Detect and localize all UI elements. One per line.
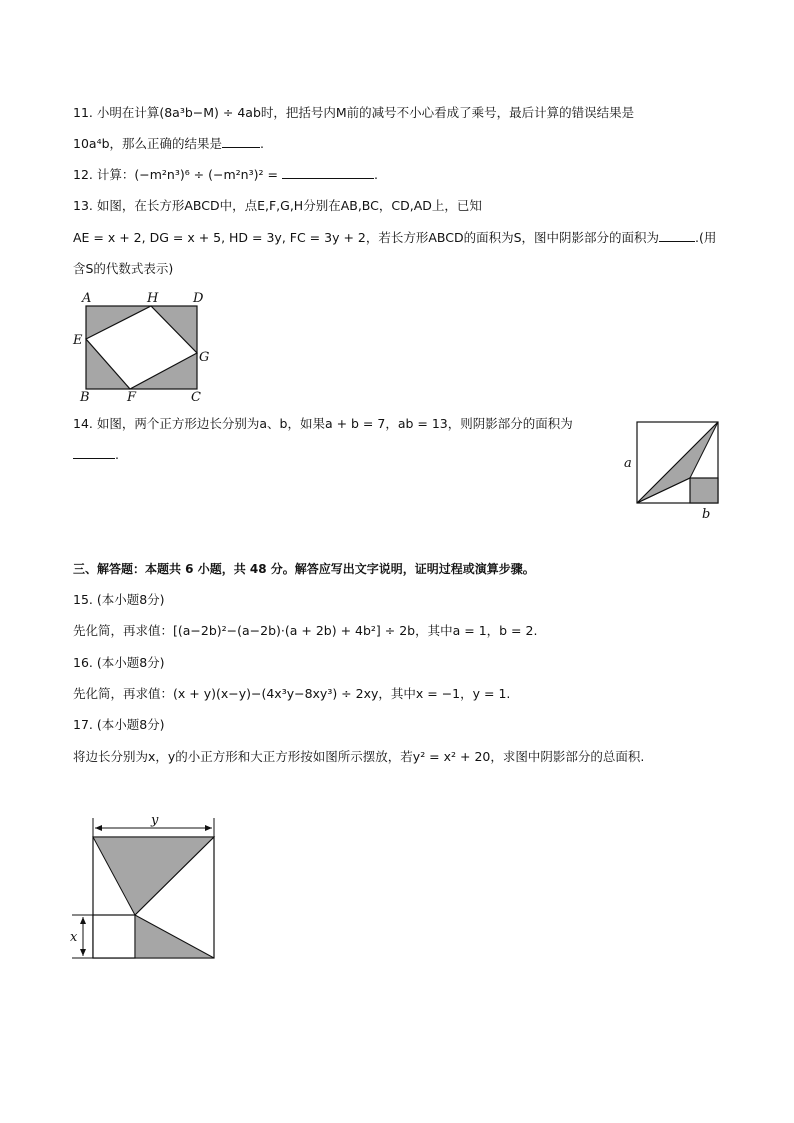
q17-head: 17. (本小题8分) [73,717,165,732]
small-square-b [690,478,718,503]
q14-squares-figure [620,418,730,524]
q13-line1: 13. 如图，在长方形ABCD中，点E,F,G,H分别在AB,BC，CD,AD上，已知 [73,198,482,213]
small-square-x [93,915,135,958]
y-arrow-left [95,825,102,831]
q13-line2-tail: .(用 [695,230,717,245]
q13-line2 [73,229,716,247]
q11-line2-text: 10a⁴b，那么正确的结果是 [73,136,223,151]
answer-blank-q13[interactable] [659,229,695,242]
answer-blank-q11[interactable] [222,135,260,148]
q14-line1: 14. 如图，两个正方形边长分别为a、b，如果a + b = 7，ab = 13，则阴影部分的面积为 [73,416,573,431]
label-b: b [702,507,711,522]
q17-squares-figure [62,810,232,970]
y-arrow-right [205,825,212,831]
label-x: x [70,930,78,945]
label-A: A [82,291,92,306]
label-B: B [80,390,90,405]
q14-line2 [73,446,119,464]
label-C: C [191,390,201,405]
q16-body: 先化简，再求值：(x + y)(x−y)−(4x³y−8xy³) ÷ 2xy，其中x = −1，y = 1. [73,686,511,701]
label-G: G [199,350,210,365]
q11-line1: 11. 小明在计算(8a³b−M) ÷ 4ab时，把括号内M前的减号不小心看成了乘号，最后计算的错误结果是 [73,105,635,120]
q11-line2 [73,135,264,153]
label-H: H [147,291,159,306]
q15-body: 先化简，再求值：[(a−2b)²−(a−2b)·(a + 2b) + 4b²] ÷ 2b，其中a = 1，b = 2. [73,623,538,638]
x-arrow-bottom [80,949,86,956]
label-a: a [624,456,632,471]
label-y: y [151,813,159,828]
label-E: E [73,333,83,348]
q15-head: 15. (本小题8分) [73,592,165,607]
answer-blank-q14[interactable] [73,446,115,459]
q16-head: 16. (本小题8分) [73,655,165,670]
label-F: F [127,390,137,405]
q14-tail: . [115,447,119,462]
q12-line [73,166,378,184]
section3-title: 三、解答题：本题共 6 小题，共 48 分。解答应写出文字说明，证明过程或演算步骤。 [73,562,535,576]
q13-rectangle-figure [70,288,220,406]
x-arrow-top [80,917,86,924]
label-D: D [193,291,204,306]
q13-line3: 含S的代数式表示) [73,261,174,276]
q17-body: 将边长分别为x，y的小正方形和大正方形按如图所示摆放，若y² = x² + 20，求图中阴影部分的总面积. [73,749,645,764]
q13-line2-text: AE = x + 2, DG = x + 5, HD = 3y, FC = 3y + 2，若长方形ABCD的面积为S，图中阴影部分的面积为 [73,230,660,245]
q12-tail: . [373,167,378,182]
answer-blank-q12[interactable] [282,166,374,179]
q12-text: 12. 计算：(−m²n³)⁶ ÷ (−m²n³)² = [73,167,278,182]
q11-line2-tail: . [260,136,264,151]
